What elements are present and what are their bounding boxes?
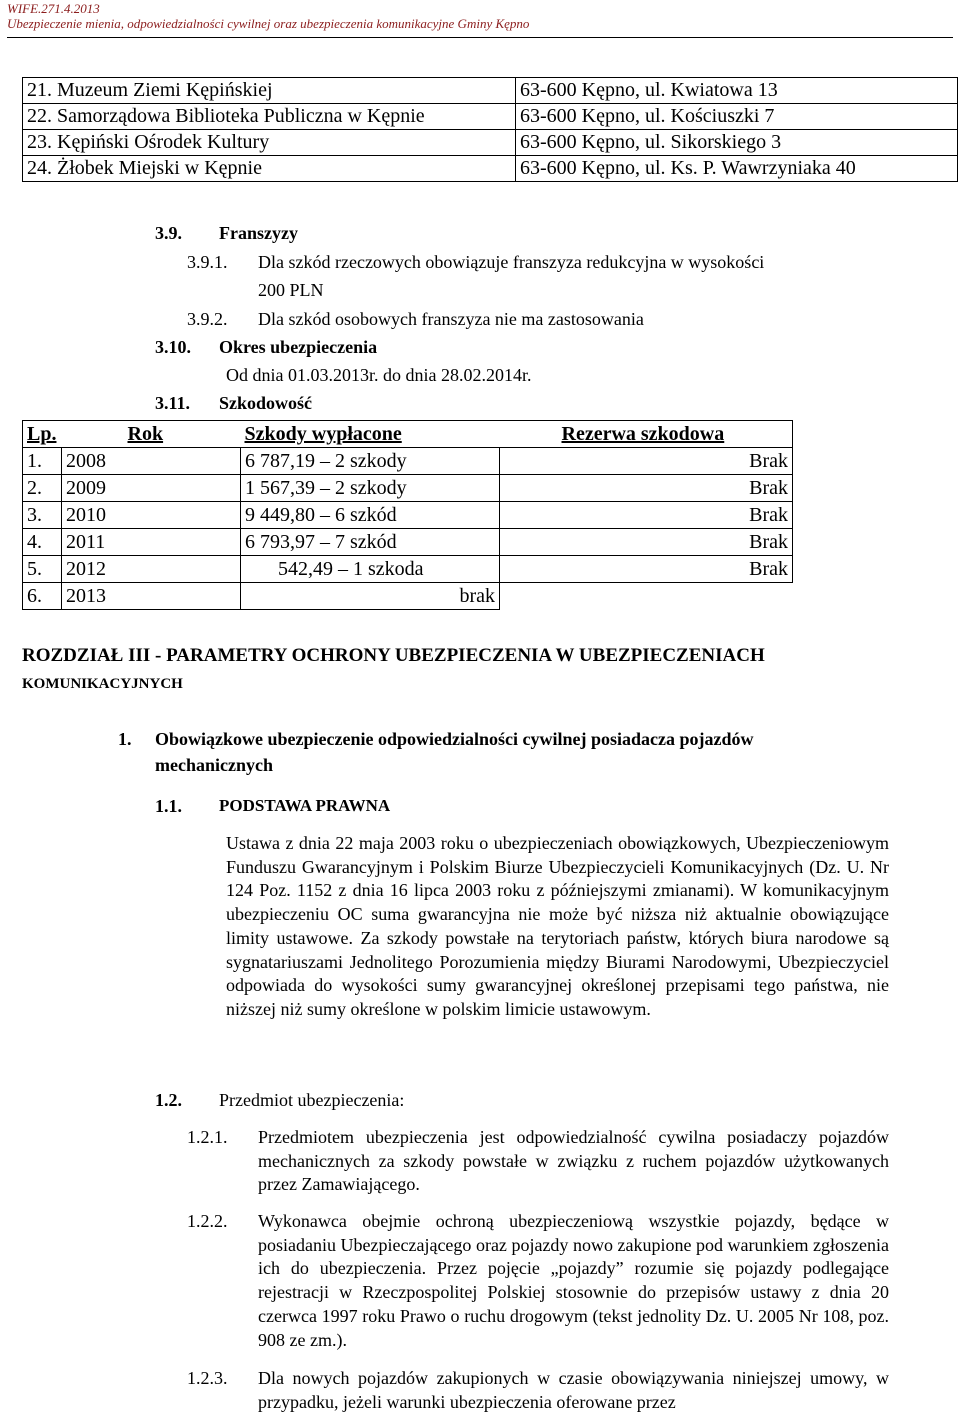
- section-number: 1.: [118, 729, 132, 749]
- subsection-number: 1.2.: [155, 1090, 182, 1110]
- row-number: 6.: [23, 583, 62, 610]
- header-divider: [7, 37, 953, 38]
- row-year: 2008: [62, 448, 241, 475]
- table-row: [23, 448, 793, 475]
- subsection-number: 1.2.3.: [187, 1368, 228, 1388]
- table-row: [23, 583, 793, 610]
- table-header-row: [23, 421, 793, 448]
- institution-name-cell: 22. Samorządowa Biblioteka Publiczna w Kępnie: [23, 104, 516, 130]
- section-number: 3.10.: [155, 337, 191, 357]
- row-year: 2013: [62, 583, 241, 610]
- row-claims: 1 567,39 – 2 szkody: [241, 475, 500, 502]
- period-text: Od dnia 01.03.2013r. do dnia 28.02.2014r.: [226, 365, 532, 385]
- row-claims: 9 449,80 – 6 szkód: [241, 502, 500, 529]
- institution-address-cell: 63-600 Kępno, ul. Kwiatowa 13: [516, 78, 958, 104]
- column-header: Szkody wypłacone: [241, 421, 500, 448]
- row-reserve: Brak: [500, 475, 793, 502]
- column-header: Rok: [62, 421, 241, 448]
- paragraph-text: Wykonawca obejmie ochroną ubezpieczeniową wszystkie pojazdy, będące w posiadaniu Ubezpieczającego oraz pojazdy nowo zakupione pod warunkiem zgłoszenia ich do ubezpieczenia. Przez pojęcie „pojazdy” rozumie się pojazdy podlegające rejestracji w Rzeczpospolitej Polskiej stosownie do przepisów ustawy z dnia 20 czerwca 1997 roku Prawo o ruchu drogowym (tekst jednolity Dz. U. 2005 Nr 108, poz. 908 ze zm.).: [258, 1211, 889, 1350]
- row-number: 2.: [23, 475, 62, 502]
- chapter-heading: ROZDZIAŁ III - PARAMETRY OCHRONY UBEZPIECZENIA W UBEZPIECZENIACH KOMUNIKACYJNYCH: [22, 645, 765, 692]
- institutions-table: [22, 77, 958, 182]
- row-number: 1.: [23, 448, 62, 475]
- row-reserve: Brak: [500, 556, 793, 583]
- section-title: Szkodowość: [219, 393, 313, 413]
- section-number: 3.11.: [155, 393, 191, 413]
- row-reserve: [500, 583, 793, 610]
- institution-address-cell: 63-600 Kępno, ul. Kościuszki 7: [516, 104, 958, 130]
- table-row: [23, 104, 958, 130]
- table-row: [23, 556, 793, 583]
- row-number: 5.: [23, 556, 62, 583]
- row-reserve: Brak: [500, 448, 793, 475]
- table-row: [23, 502, 793, 529]
- column-header: Rezerwa szkodowa: [500, 421, 793, 448]
- subsection-text: Dla szkód rzeczowych obowiązuje franszyza redukcyjna w wysokości: [258, 252, 765, 272]
- row-number: 4.: [23, 529, 62, 556]
- subsection-number: 1.2.2.: [187, 1211, 228, 1231]
- table-row: [23, 156, 958, 182]
- institution-name-cell: 24. Żłobek Miejski w Kępnie: [23, 156, 516, 182]
- subsection-title: PODSTAWA PRAWNA: [219, 796, 391, 815]
- subsection-number: 3.9.1.: [187, 252, 228, 272]
- table-row: [23, 78, 958, 104]
- table-row: [23, 475, 793, 502]
- section-title: Obowiązkowe ubezpieczenie odpowiedzialności cywilnej posiadacza pojazdów: [155, 729, 754, 749]
- column-header: Lp.: [23, 421, 62, 448]
- institution-address-cell: 63-600 Kępno, ul. Sikorskiego 3: [516, 130, 958, 156]
- row-reserve: Brak: [500, 502, 793, 529]
- institution-address-cell: 63-600 Kępno, ul. Ks. P. Wawrzyniaka 40: [516, 156, 958, 182]
- paragraph-text: Przedmiotem ubezpieczenia jest odpowiedzialność cywilna posiadaczy pojazdów mechanicznych za szkody powstałe w związku z ruchem pojazdów użytkowanych przez Zamawiającego.: [258, 1127, 889, 1195]
- row-year: 2011: [62, 529, 241, 556]
- section-number: 3.9.: [155, 223, 182, 243]
- row-claims: brak: [241, 583, 500, 610]
- subsection-text: Dla szkód osobowych franszyza nie ma zastosowania: [258, 309, 644, 329]
- document-title: Ubezpieczenie mienia, odpowiedzialności cywilnej oraz ubezpieczenia komunikacyjne Gminy Kępno: [7, 16, 530, 31]
- claims-table: [22, 420, 793, 610]
- document-code: WIFE.271.4.2013: [7, 1, 100, 16]
- row-year: 2012: [62, 556, 241, 583]
- section-title: Okres ubezpieczenia: [219, 337, 378, 357]
- row-claims: 6 793,97 – 7 szkód: [241, 529, 500, 556]
- row-year: 2009: [62, 475, 241, 502]
- subsection-number: 1.2.1.: [187, 1127, 228, 1147]
- subsection-number: 1.1.: [155, 796, 182, 816]
- institution-name-cell: 23. Kępiński Ośrodek Kultury: [23, 130, 516, 156]
- row-claims: 6 787,19 – 2 szkody: [241, 448, 500, 475]
- section-title: Franszyzy: [219, 223, 298, 243]
- row-reserve: Brak: [500, 529, 793, 556]
- paragraph-text: Dla nowych pojazdów zakupionych w czasie obowiązywania niniejszej umowy, w przypadku, jeżeli warunki ubezpieczenia oferowane przez: [258, 1368, 889, 1412]
- row-claims: 542,49 – 1 szkoda: [241, 556, 500, 583]
- table-row: [23, 529, 793, 556]
- table-row: [23, 130, 958, 156]
- subsection-text: 200 PLN: [258, 280, 324, 300]
- subsection-title: Przedmiot ubezpieczenia:: [219, 1090, 405, 1110]
- row-number: 3.: [23, 502, 62, 529]
- subsection-number: 3.9.2.: [187, 309, 228, 329]
- section-title: mechanicznych: [155, 755, 273, 775]
- legal-basis-paragraph: Ustawa z dnia 22 maja 2003 roku o ubezpieczeniach obowiązkowych, Ubezpieczeniowym Funduszu Gwarancyjnym i Polskim Biurze Ubezpieczycieli Komunikacyjnych (Dz. U. Nr 124 Poz. 1152 z dnia 16 lipca 2003 roku z późniejszymi zmianami). W komunikacyjnym ubezpieczeniu OC suma gwarancyjna nie może być niższa niż aktualnie obowiązujące limity ustawowe. Za szkody powstałe na terytoriach państw, których biura narodowe są sygnatariuszami Jednolitego Porozumienia między Biurami Narodowymi, Ubezpieczyciel odpowiada do wysokości sumy gwarancyjnej określonej przepisami tego państwa, nie niższej niż sumy określone w polskim limicie ustawowym.: [226, 833, 889, 1019]
- row-year: 2010: [62, 502, 241, 529]
- institution-name-cell: 21. Muzeum Ziemi Kępińskiej: [23, 78, 516, 104]
